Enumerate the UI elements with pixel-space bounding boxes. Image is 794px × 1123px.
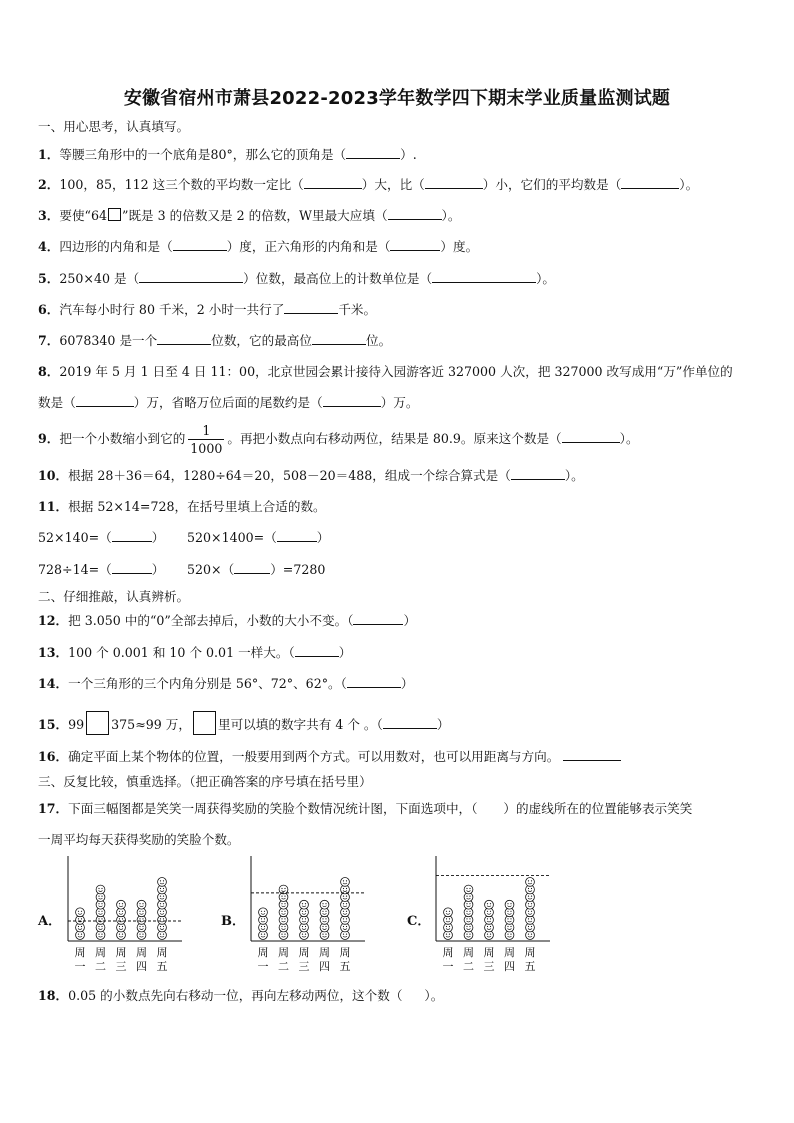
x-tick-label: 周 [504,946,515,959]
x-tick-label: 三 [298,960,310,973]
question-10: 10．根据 28＋36＝64，1280÷64＝20，508－20＝488，组成一个综合算式是（ ）。 [38,468,584,483]
x-tick-label: 周 [442,946,454,959]
answer-blank[interactable] [284,302,338,314]
question-15: 15．99 375≈99 万， 里可以填的数字共有 4 个 。（ ） [38,711,449,735]
x-tick-label: 一 [442,960,454,973]
question-17: 17．下面三幅图都是笑笑一周获得奖励的笑脸个数情况统计图，下面选项中，（ ）的虚线所在的位置能够表示笑笑 [38,801,693,816]
section-2-heading: 二、仔细推敲，认真辨析。 [38,589,190,604]
answer-blank[interactable] [277,530,317,542]
smiley-face-mark [485,900,494,909]
question-11-row-2: 728÷14=（ ） [38,562,165,577]
answer-blank[interactable] [234,562,270,574]
x-tick-label: 周 [339,946,351,959]
question-5: 5．250×40 是（ ）位数，最高位上的计数单位是（ ）。 [38,271,555,286]
smiley-face-mark [76,908,85,917]
question-11-row-2b: 520×（ ）=7280 [187,562,326,577]
x-tick-label: 周 [156,946,168,959]
x-tick-label: 周 [115,946,127,959]
answer-blank[interactable] [312,333,366,345]
answer-blank[interactable] [295,645,339,657]
digit-box [86,711,109,735]
smiley-face-mark [341,878,350,887]
answer-blank[interactable] [157,333,211,345]
answer-blank[interactable] [347,676,401,688]
question-8-line-2: 数是（ ）万，省略万位后面的尾数约是（ ）万。 [38,395,419,410]
x-tick-label: 三 [483,960,495,973]
question-6: 6．汽车每小时行 80 千米，2 小时一共行了 千米。 [38,302,377,317]
question-8: 8．2019 年 5 月 1 日至 4 日 11：00，北京世园会累计接待入园游客近 327000 人次，把 327000 改写成用“万”作单位的 [38,364,733,379]
x-tick-label: 四 [136,960,147,973]
chart-a-svg [64,856,194,980]
smiley-face-mark [96,885,105,894]
fraction: $\frac{1}{1000}$ [190,423,223,456]
x-tick-label: 二 [463,960,474,973]
question-1: 1．等腰三角形中的一个底角是80°，那么它的顶角是（ ）. [38,147,417,162]
question-7: 7．6078340 是一个 位数，它的最高位 位。 [38,333,392,348]
smiley-face-mark [117,900,126,909]
answer-blank[interactable] [562,431,620,443]
x-tick-label: 五 [339,960,351,973]
answer-blank[interactable] [139,271,243,283]
x-tick-label: 四 [504,960,515,973]
digit-box [193,711,216,735]
answer-blank[interactable] [323,395,381,407]
x-tick-label: 周 [298,946,310,959]
smiley-face-mark [444,908,453,917]
answer-blank[interactable] [173,239,227,251]
answer-blank[interactable] [112,562,152,574]
chart-b-svg [247,856,377,980]
x-tick-label: 周 [257,946,269,959]
smiley-face-mark [505,900,514,909]
chart-option-c [432,856,562,980]
x-tick-label: 周 [95,946,106,959]
question-4: 4．四边形的内角和是（ ）度，正六角形的内角和是（ ）度。 [38,239,479,254]
x-tick-label: 五 [156,960,168,973]
answer-blank[interactable] [383,717,437,729]
question-2: 2．100，85，112 这三个数的平均数一定比（ ）大，比（ ）小，它们的平均数是（ ）。 [38,177,699,192]
smiley-face-mark [464,885,473,894]
x-tick-label: 周 [278,946,289,959]
answer-blank[interactable] [112,530,152,542]
section-1-heading: 一、用心思考，认真填写。 [38,119,190,134]
chart-option-a [64,856,194,980]
question-18: 18．0.05 的小数点先向右移动一位，再向左移动两位，这个数（ ）。 [38,988,444,1003]
answer-blank[interactable] [346,147,400,159]
section-3-heading: 三、反复比较，慎重选择。（把正确答案的序号填在括号里） [38,774,372,789]
question-17-line-2: 一周平均每天获得奖励的笑脸个数。 [38,832,240,847]
question-11: 11．根据 52×14=728，在括号里填上合适的数。 [38,499,326,514]
digit-box [108,208,121,221]
x-tick-label: 一 [74,960,86,973]
smiley-face-mark [300,900,309,909]
question-9: 9．把一个小数缩小到它的 $\frac{1}{1000}$ 。再把小数点向右移动两位，结果是 80.9。原来这个数是（ ）。 [38,423,639,456]
x-tick-label: 四 [319,960,330,973]
x-tick-label: 二 [278,960,289,973]
question-12: 12．把 3.050 中的“0”全部去掉后，小数的大小不变。（ ） [38,613,417,628]
answer-blank[interactable] [390,239,440,251]
smiley-face-mark [526,878,535,887]
answer-blank[interactable] [563,749,621,761]
page-title: 安徽省宿州市萧县2022-2023学年数学四下期末学业质量监测试题 [123,88,671,109]
question-16: 16．确定平面上某个物体的位置，一般要用到两个方式。可以用数对，也可以用距离与方向。 [38,748,621,766]
question-11-row-1b: 520×1400=（ ） [187,530,330,545]
smiley-face-mark [259,908,268,917]
option-a-label[interactable]: A． [38,914,62,929]
option-c-label[interactable]: C． [407,914,431,929]
answer-blank[interactable] [388,208,442,220]
x-tick-label: 周 [136,946,147,959]
question-13: 13．100 个 0.001 和 10 个 0.01 一样大。（ ） [38,645,352,660]
answer-blank[interactable] [511,468,565,480]
x-tick-label: 二 [95,960,106,973]
x-tick-label: 周 [463,946,474,959]
smiley-face-mark [158,878,167,887]
answer-blank[interactable] [304,177,362,189]
x-tick-label: 周 [319,946,330,959]
answer-blank[interactable] [76,395,134,407]
chart-option-b [247,856,377,980]
answer-blank[interactable] [432,271,536,283]
x-tick-label: 五 [524,960,536,973]
question-3: 3．要使“64 ”既是 3 的倍数又是 2 的倍数，W里最大应填（ ）。 [38,208,461,223]
question-11-row-1: 52×140=（ ） [38,530,165,545]
x-tick-label: 周 [524,946,536,959]
x-tick-label: 一 [257,960,269,973]
answer-blank[interactable] [621,177,679,189]
x-tick-label: 周 [74,946,86,959]
smiley-face-mark [320,900,329,909]
question-14: 14．一个三角形的三个内角分别是 56°、72°、62°。（ ） [38,676,414,691]
x-tick-label: 周 [483,946,495,959]
chart-c-svg [432,856,562,980]
smiley-face-mark [137,900,146,909]
answer-blank[interactable] [425,177,483,189]
answer-blank[interactable] [353,613,403,625]
option-b-label[interactable]: B． [221,914,245,929]
x-tick-label: 三 [115,960,127,973]
